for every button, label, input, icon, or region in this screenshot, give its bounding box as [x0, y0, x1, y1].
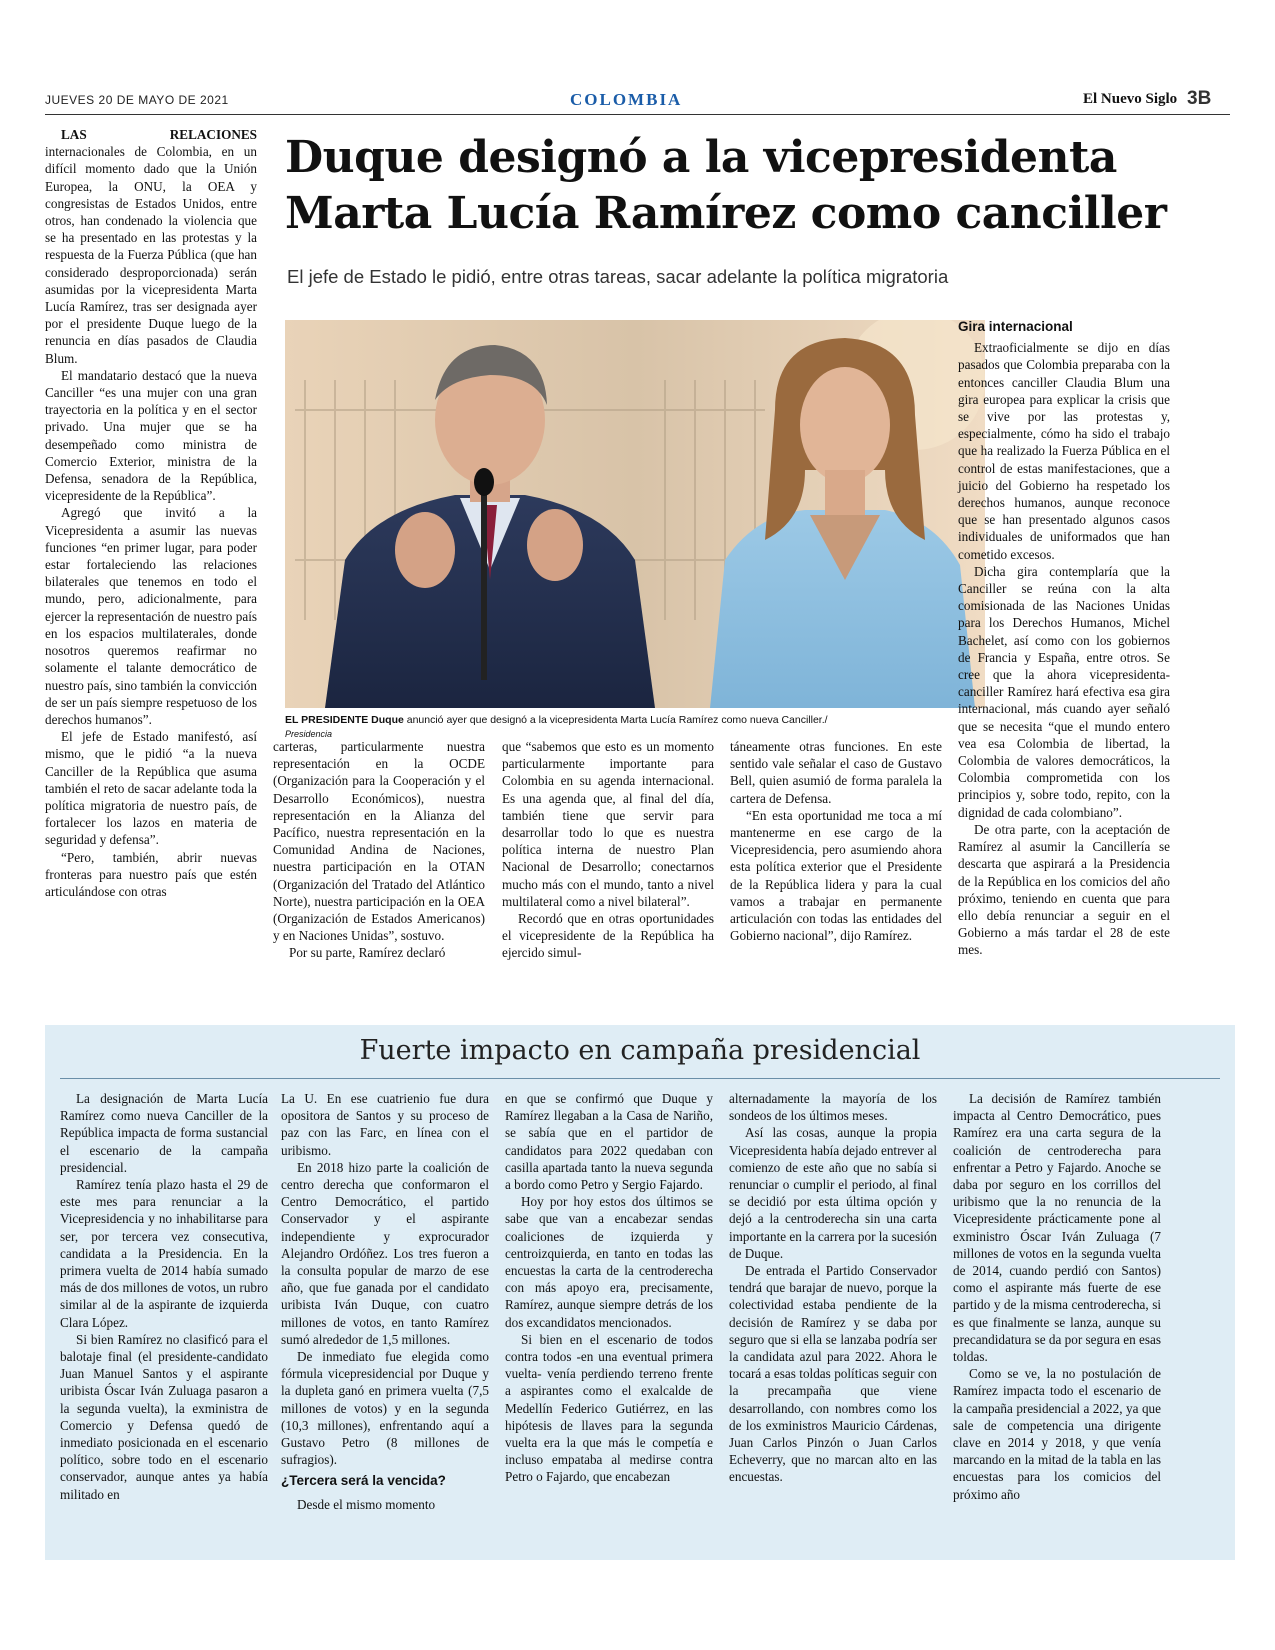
lead-in: LAS RELACIONES — [61, 127, 257, 142]
photo-credit: Presidencia — [285, 729, 333, 739]
paragraph: que “sabemos que esto es un momento particularmente importante para Colombia en su agenda internacional. Es una agenda que, al final del día, también tiene que servir para desarrollar todo lo que es nuestra política interna de nuestro Plan Nacional de Desarrollo; conectarnos mucho más con el mundo, tanto a nivel multilateral como a nivel bilateral”. — [502, 739, 714, 909]
sidebar-title: Fuerte impacto en campaña presidencial — [359, 1035, 921, 1066]
article-column-5 — [958, 318, 1170, 959]
page-date: JUEVES 20 DE MAYO DE 2021 — [45, 93, 229, 107]
headline-line-1: Duque designó a la vicepresidenta — [285, 132, 1117, 183]
paragraph: en que se confirmó que Duque y Ramírez llegaban a la Casa de Nariño, se sabía que en el partidor de candidatos para 2022 quedaban con casilla apartada tanto la nueva segunda a bordo como Petro y Sergio Fajardo. — [505, 1091, 713, 1193]
page-number: 3B — [1187, 88, 1212, 109]
article-column-4 — [730, 738, 942, 944]
paragraph: internacionales de Colombia, en un difícil momento dado que la Unión Europea, la ONU, la OEA y congresistas de Estados Unidos, entre otros, han condenado la violencia que se ha presentado en las protestas y la respuesta de la Fuerza Pública (que han considerado desproporcionada) serán asumidas por la vicepresidenta Marta Lucía Ramírez, tras ser designada ayer por el presidente Duque luego de la renuncia en días pasados de Claudia Blum. — [45, 144, 257, 366]
paragraph: Si bien en el escenario de todos contra todos -en una eventual primera vuelta- venía perdiendo terreno frente a aspirantes como el exalcalde de Medellín Federico Gutiérrez, en las hipótesis de llaves para la segunda vuelta era la que más le competía e incluso empataba al medirse contra Petro o Fajardo, que encabezan — [505, 1331, 713, 1485]
sidebar-column-5 — [953, 1090, 1161, 1503]
paragraph: Ramírez tenía plazo hasta el 29 de este mes para renunciar a la Vicepresidencia y no inhabilitarse para ser, por tercera vez consecutiva, candidata a la Presidencia. En la primera vuelta de 2014 había sumado más de dos millones de votos, un rubro similar al de la aspirante de izquierda Clara López. — [60, 1177, 268, 1330]
paragraph: La decisión de Ramírez también impacta al Centro Democrático, pues Ramírez era una carta segura de la coalición de centroderecha para enfrentar a Petro y Fajardo. Anoche se daba por seguro en los corrillos del uribismo que la no renuncia de la Vicepresidente prácticamente pone al exministro Óscar Iván Zuluaga (7 millones de votos en la segunda vuelta de 2014, cuando perdió con Santos) como el aspirante más fuerte de ese partido y de la misma centroderecha, si es que finalmente se lanza, aunque su precandidatura se da por segura en esas toldas. — [953, 1091, 1161, 1365]
paragraph: “Pero, también, abrir nuevas fronteras para nuestro país que estén articulándose con otras — [45, 849, 257, 899]
paragraph: Por su parte, Ramírez declaró — [289, 945, 446, 961]
paragraph: La designación de Marta Lucía Ramírez como nueva Canciller de la República impacta de forma sustancial el escenario de la campaña presidencial. — [60, 1091, 268, 1175]
paragraph: De entrada el Partido Conservador tendrá que barajar de nuevo, porque la colectividad estaba pendiente de la decisión de Ramírez y se daba por seguro que si ella se lanzaba podría ser la candidata azul para 2022. Ahora le tocará a esas toldas políticas seguir con la precampaña que viene desarrollando, con nombres como los de los exministros Mauricio Cárdenas, Juan Carlos Pinzón o Juan Carlos Echeverry, que no marcan alto en las encuestas. — [729, 1263, 937, 1485]
article-column-1 — [45, 126, 257, 900]
photo-caption — [285, 713, 985, 741]
paragraph: táneamente otras funciones. En este sentido vale señalar el caso de Gustavo Bell, quien asumió de forma paralela la cartera de Defensa. — [730, 739, 942, 806]
paragraph: Agregó que invitó a la Vicepresidenta a asumir las nuevas funciones “en primer lugar, para poder estar fortaleciendo las relaciones bilaterales que tenemos en todo el mundo, pero, adicionalmente, para ejercer la representación de nuestro país en los espacios multilaterales, donde nosotros queremos reafirmar no solamente el talante democrático de nuestro país, sino también la convicción de ser un país siempre respetuoso de los derechos humanos”. — [45, 505, 257, 727]
caption-text: anunció ayer que designó a la vicepresidenta Marta Lucía Ramírez como nueva Canciller./ — [403, 714, 828, 726]
paragraph: En 2018 hizo parte la coalición de centro derecha que conformaron el Centro Democrático, el partido Conservador y el aspirante independiente y exprocurador Alejandro Ordóñez. Los tres fueron a la consulta popular de marzo de ese año, que fue ganada por el candidato uribista Iván Duque, con cuatro millones de votos, en tanto Ramírez sumó alrededor de 1,5 millones. — [281, 1159, 489, 1347]
article-column-2 — [273, 738, 485, 962]
paragraph: “En esta oportunidad me toca a mí mantenerme en ese cargo de la Vicepresidencia, pero asumiendo ahora esta política exterior que el Presidente de la República lidera y para la cual vamos a trabajar en permanente articulación con todas las entidades del Gobierno nacional”, dijo Ramírez. — [730, 807, 942, 944]
sidebar-column-2 — [281, 1090, 489, 1513]
paragraph: Desde el mismo momento — [297, 1496, 436, 1512]
article-column-3 — [502, 738, 714, 962]
paragraph: La U. En ese cuatrienio fue dura opositora de Santos y su proceso de paz con las Farc, en línea con el uribismo. — [281, 1091, 489, 1158]
subhead-tercera: ¿Tercera será la vencida? — [281, 1473, 446, 1489]
paragraph: El mandatario destacó que la nueva Canciller “es una mujer con una gran trayectoria en la política y en el sector privado. Una mujer que se ha desempeñado como ministra de Comercio Exterior, ministra de la Defensa, senadora de la República, vicepresidente de la República”. — [45, 367, 257, 504]
paragraph: El jefe de Estado manifestó, así mismo, que le pidió “a la nueva Canciller de la República que asuma también el reto de sacar adelante toda la política migratoria de nuestro país, de fortalecer los lazos en materia de seguridad y defensa”. — [45, 729, 257, 848]
paragraph: De inmediato fue elegida como fórmula vicepresidencial por Duque y la dupleta ganó en primera vuelta (7,5 millones de votos) y en la segunda (10,3 millones), enfrentando aquí a Gustavo Petro (8 millones de sufragios). — [281, 1349, 489, 1468]
paragraph: alternadamente la mayoría de los sondeos de los últimos meses. — [729, 1091, 937, 1124]
newspaper-name: El Nuevo Siglo — [1083, 91, 1178, 107]
sidebar-column-4 — [729, 1090, 937, 1486]
caption-lead: EL PRESIDENTE Duque — [285, 714, 404, 726]
paragraph: De otra parte, con la aceptación de Ramírez al asumir la Cancillería se descarta que aspirará a la Presidencia de la República en los comicios del año próximo, teniendo en cuenta que para ello debía renunciar a seguir en el Gobierno a más tardar el 28 de este mes. — [958, 821, 1170, 958]
sidebar-rule — [60, 1078, 1220, 1079]
paragraph: Hoy por hoy estos dos últimos se sabe que van a encabezar sendas coaliciones de izquierda y centroizquierda, en tanto en todas las encuestas la carta de la centroderecha con más apoyo era, precisamente, Ramírez, aunque siempre detrás de los dos excandidatos mencionados. — [505, 1194, 713, 1330]
paragraph: carteras, particularmente nuestra representación en la OCDE (Organización para la Cooperación y el Desarrollo Económicos), nuestra representación en la Alianza del Pacífico, nuestra representación en la Comunidad Andina de Naciones, nuestra participación en la OTAN (Organización del Tratado del Atlántico Norte), nuestra participación en la OEA (Organización de Estados Americanos) y en Naciones Unidas”, sostuvo. — [273, 739, 485, 944]
paragraph: Si bien Ramírez no clasificó para el balotaje final (el presidente-candidato Juan Manuel Santos y el aspirante uribista Óscar Iván Zuluaga pasaron a la segunda vuelta), la exministra de Comercio y Defensa quedó de inmediato posicionada en el escenario político, sobre todo en el escenario conservador, aunque antes ya había militado en — [60, 1331, 268, 1502]
subhead-gira: Gira internacional — [958, 319, 1073, 334]
masthead-rule — [45, 114, 1230, 115]
sidebar-column-3 — [505, 1090, 713, 1486]
paragraph: Extraoficialmente se dijo en días pasados que Colombia preparaba con la entonces canciller Claudia Blum una gira europea para explicar la crisis que se vive por las protestas y, especialmente, cómo ha sido el trabajo que ha realizado la Fuerza Pública en el control de estas manifestaciones, que a juicio del Gobierno ha respetado los derechos humanos, aunque reconoce que se han presentado algunos casos individuales de uniformados que han cometido excesos. — [958, 340, 1170, 562]
deck: El jefe de Estado le pidió, entre otras tareas, sacar adelante la política migratoria — [287, 266, 949, 287]
paragraph: Así las cosas, aunque la propia Vicepresidenta había dejado entrever al comienzo de este año que no sabía si renunciar o cumplir el periodo, al final se decidió por esta última opción y dejó a la centroderecha sin una carta importante en la carrera por la sucesión de Duque. — [729, 1125, 937, 1261]
section-name: COLOMBIA — [570, 90, 683, 109]
paragraph: Como se ve, la no postulación de Ramírez impacta todo el escenario de la campaña presidencial a 2022, ya que sale de competencia una dirigente clave en 2014 y 2018, y que venía marcando en la mitad de la tabla en las encuestas para los comicios del próximo año — [953, 1366, 1161, 1502]
paragraph: Recordó que en otras oportunidades el vicepresidente de la República ha ejercido simul- — [502, 911, 714, 961]
headline — [285, 130, 1185, 242]
paragraph: Dicha gira contemplaría que la Canciller se reúna con la alta comisionada de las Naciones Unidas para los Derechos Humanos, Michel Bachelet, así como con los gobiernos de Francia y España, entre otros. Se cree que la ahora vicepresidenta-canciller Ramírez hará efectiva esa gira internacional, más cuando ayer señaló que se necesita “que el mundo entero vea esa Colombia de libertad, la Colombia de valores democráticos, la Colombia comprometida con los principios y, sobre todo, repito, con la dignidad de cada colombiano”. — [958, 563, 1170, 820]
article-photo — [285, 320, 985, 708]
sidebar-column-1 — [60, 1090, 268, 1503]
headline-line-2: Marta Lucía Ramírez como canciller — [285, 188, 1167, 239]
